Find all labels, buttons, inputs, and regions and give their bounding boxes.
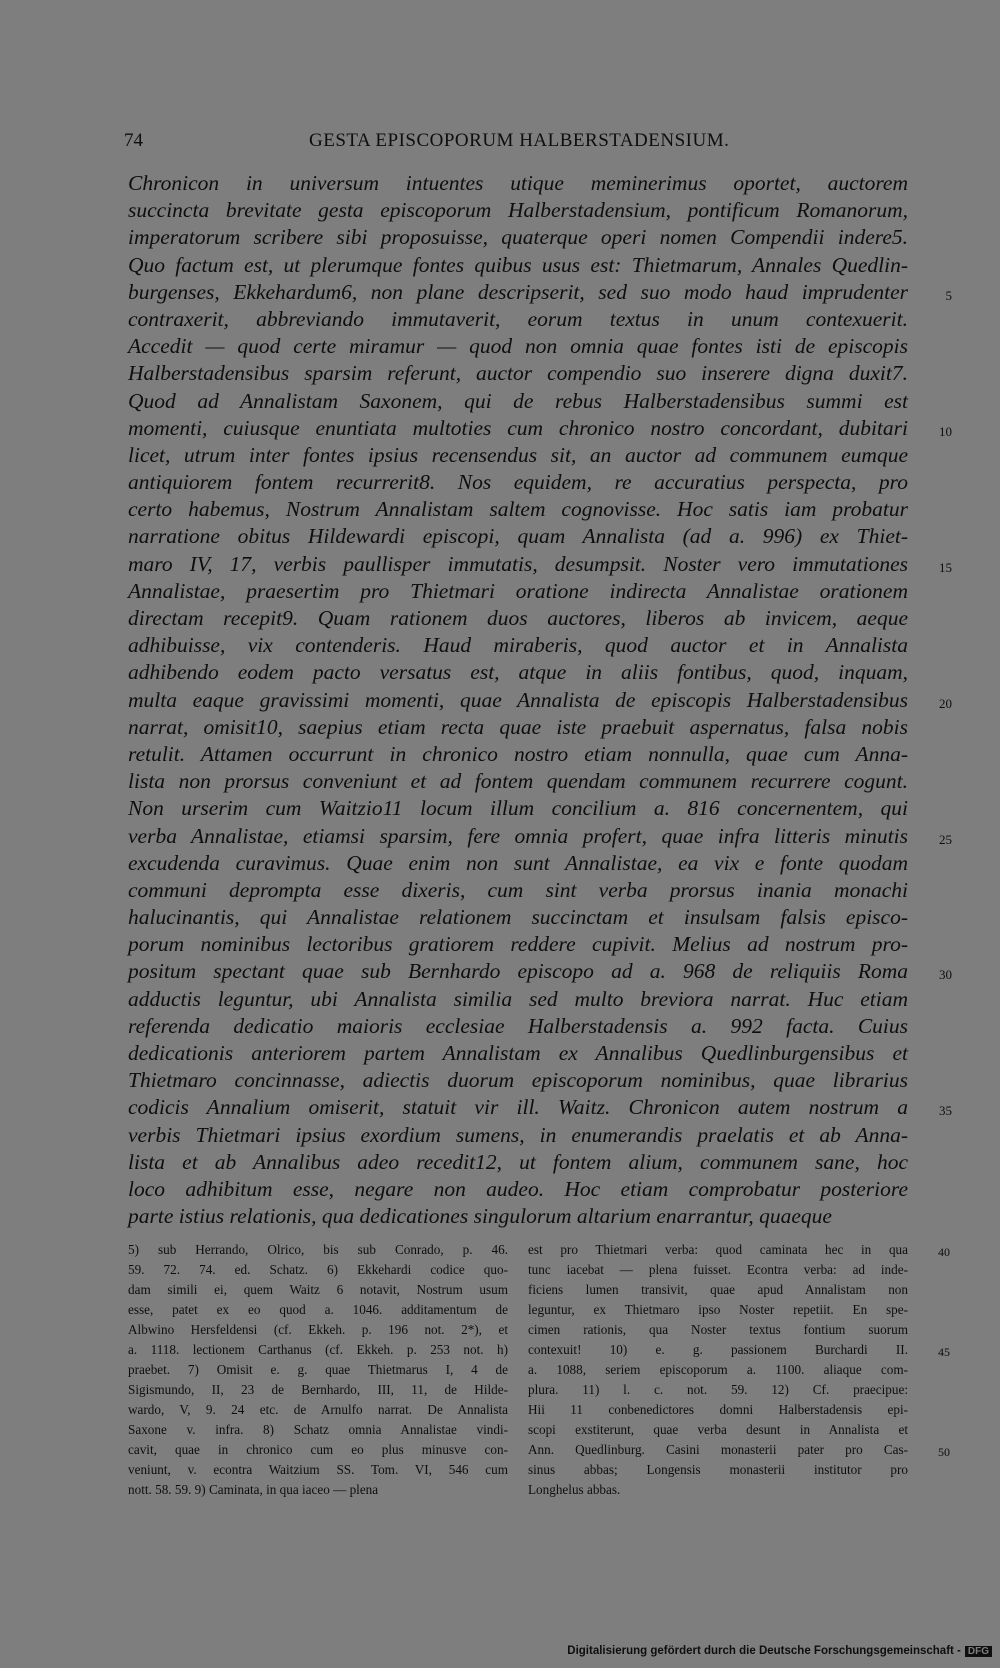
- main-line: [128, 578, 908, 605]
- digitization-credit: [567, 1645, 992, 1657]
- main-line: [128, 659, 908, 686]
- main-line-text: Chronicon in universum intuentes utique meminerimus oportet, auctorem: [128, 171, 908, 195]
- main-line: [128, 741, 908, 768]
- main-line-text: lista non prorsus conveniunt et ad fontem quendam communem recurrere cogunt.: [128, 769, 908, 794]
- main-line: [128, 1013, 908, 1040]
- footnote-right-line-text: Ann. Quedlinburg. Casini monasterii pater pro Cas-: [528, 1442, 908, 1457]
- footnote-right-line: [528, 1260, 908, 1280]
- page-number: 74: [124, 130, 143, 151]
- footnote-right-line: [528, 1440, 950, 1460]
- footnote-left-line: Saxone v. infra. 8) Schatz omnia Annalistae vindi-: [128, 1422, 508, 1437]
- main-line: [128, 714, 908, 741]
- running-title: GESTA EPISCOPORUM HALBERSTADENSIUM.: [309, 130, 730, 151]
- footnote-left-line: a. 1118. lectionem Carthanus (cf. Ekkeh. p. 253 not. h): [128, 1342, 508, 1357]
- footnote-right-line: [528, 1280, 908, 1300]
- main-line-text: loco adhibitum esse, negare non audeo. Hoc etiam comprobatur posteriore: [128, 1176, 908, 1201]
- main-line-text: parte istius relationis, qua dedicationes singulorum altarium enarrantur, quaeque: [128, 1204, 832, 1229]
- main-line: [128, 768, 908, 795]
- footnote-left-line: nott. 58. 59. 9) Caminata, in qua iaceo — plena: [128, 1482, 379, 1497]
- line-number: 25: [939, 831, 952, 847]
- main-line: [128, 1203, 908, 1230]
- footnote-right-line: [528, 1400, 908, 1420]
- footnote-right-line-text: leguntur, ex Thietmaro ipso Noster repetiit. En spe-: [528, 1302, 908, 1317]
- main-line-text: codicis Annalium omiserit, statuit vir ill. Waitz. Chronicon autem nostrum a: [128, 1095, 908, 1120]
- credit-text: Digitalisierung gefördert durch die Deutsche Forschungsgemeinschaft -: [567, 1645, 961, 1657]
- main-line-text: maro IV, 17, verbis paullisper immutatis, desumpsit. Noster vero immutationes: [128, 551, 908, 576]
- footnote-right-line: [528, 1420, 908, 1440]
- line-number: 15: [939, 559, 952, 575]
- main-line: [128, 1040, 908, 1067]
- main-line: [128, 170, 908, 197]
- main-line-text: Quod ad Annalistam Saxonem, qui de rebus Halberstadensibus summi est: [128, 388, 908, 413]
- main-line: [128, 496, 908, 523]
- main-line: [128, 986, 908, 1013]
- line-number: 45: [938, 1345, 950, 1359]
- line-number: 35: [939, 1103, 952, 1119]
- main-line-text: Thietmaro concinnasse, adiectis duorum episcoporum nominibus, quae librarius: [128, 1068, 908, 1093]
- main-line: [128, 931, 908, 958]
- main-line-text: Halberstadensibus sparsim referunt, auctor compendio suo inserere digna duxit7.: [128, 361, 908, 386]
- main-line: [128, 1094, 952, 1121]
- main-line-text: imperatorum scribere sibi proposuisse, quaterque operi nomen Compendii indere5.: [128, 225, 908, 250]
- main-line-text: adhibendo eodem pacto versatus est, atque in aliis fontibus, quod, inquam,: [128, 660, 908, 685]
- main-line: [128, 415, 952, 442]
- main-line: [128, 469, 908, 496]
- main-line: [128, 252, 908, 279]
- main-line-text: succincta brevitate gesta episcoporum Halberstadensium, pontificum Romanorum,: [128, 198, 908, 223]
- footnote-left-line: 59. 72. 74. ed. Schatz. 6) Ekkehardi codice quo-: [128, 1262, 508, 1277]
- footnote-left-line: wardo, V, 9. 24 etc. de Arnulfo narrat. De Annalista: [128, 1402, 508, 1417]
- main-line: [128, 523, 908, 550]
- footnote-right-line: [528, 1320, 908, 1340]
- main-line: [128, 795, 908, 822]
- page-header: [124, 130, 904, 160]
- line-number: 40: [938, 1245, 950, 1259]
- footnote-left-line: dam simili ei, quem Waitz 6 notavit, Nostrum usum: [128, 1282, 508, 1297]
- main-line: [128, 279, 952, 306]
- footnote-right-line-text: ficiens lumen transivit, quae apud Annalistam non: [528, 1282, 908, 1297]
- footnote-right-line: [528, 1380, 908, 1400]
- main-line-text: contraxerit, abbreviando immutaverit, eorum textus in unum contexuerit.: [128, 306, 908, 331]
- main-text: [128, 170, 952, 1230]
- main-line-text: Annalistae, praesertim pro Thietmari oratione indirecta Annalistae orationem: [128, 578, 908, 603]
- footnote-right-line: [528, 1300, 908, 1320]
- footnote-right-line-text: scopi exstiterunt, quae verba desunt in Annalista et: [528, 1422, 908, 1437]
- main-line: [128, 333, 908, 360]
- main-line-text: communi deprompta esse dixeris, cum sint verba prorsus inania monachi: [128, 877, 908, 902]
- main-line-text: certo habemus, Nostrum Annalistam saltem cognovisse. Hoc satis iam probatur: [128, 497, 908, 522]
- main-line-text: porum nominibus lectoribus gratiorem reddere cupivit. Melius ad nostrum pro-: [128, 932, 908, 957]
- main-line-text: momenti, cuiusque enuntiata multoties cum chronico nostro concordant, dubitari: [128, 415, 908, 440]
- footnote-right-line: [528, 1240, 950, 1260]
- footnote-left-line: praebet. 7) Omisit e. g. quae Thietmarus I, 4 de: [128, 1362, 508, 1377]
- main-line-text: narratione obitus Hildewardi episcopi, quam Annalista (ad a. 996) ex Thiet-: [128, 524, 908, 549]
- footnote-left-line: esse, patet ex eo quod a. 1046. additamentum de: [128, 1302, 508, 1317]
- main-line: [128, 877, 908, 904]
- main-line: [128, 1067, 908, 1094]
- footnote-right-line-text: plura. 11) l. c. not. 59. 12) Cf. praecipue:: [528, 1382, 908, 1397]
- main-line-text: licet, utrum inter fontes ipsius recensendus sit, an auctor ad communem eumque: [128, 442, 908, 467]
- main-line: [128, 306, 908, 333]
- main-line-text: verbis Thietmari ipsius exordium sumens, in enumerandis praelatis et ab Anna-: [128, 1122, 908, 1147]
- footnote-right-line-text: Hii 11 conbenedictores domni Halberstadensis epi-: [528, 1402, 908, 1417]
- main-line-text: verba Annalistae, etiamsi sparsim, fere omnia profert, quae infra litteris minutis: [128, 823, 908, 848]
- footnote-right-line-text: est pro Thietmari verba: quod caminata hec in qua: [528, 1242, 908, 1257]
- main-line-text: antiquiorem fontem recurrerit8. Nos equidem, re accuratius perspecta, pro: [128, 470, 908, 495]
- main-line-text: Non urserim cum Waitzio11 locum illum concilium a. 816 concernentem, qui: [128, 796, 908, 821]
- main-line-text: directam recepit9. Quam rationem duos auctores, liberos ab invicem, aeque: [128, 606, 908, 630]
- main-line: [128, 632, 908, 659]
- main-line-text: excudenda curavimus. Quae enim non sunt Annalistae, ea vix e fonte quodam: [128, 850, 908, 875]
- main-line-text: Quo factum est, ut plerumque fontes quibus usus est: Thietmarum, Annales Quedlin-: [128, 252, 908, 277]
- main-line: [128, 197, 908, 224]
- main-line: [128, 605, 908, 632]
- main-line: [128, 1122, 908, 1149]
- main-line: [128, 388, 908, 415]
- footnote-left-line: 5) sub Herrando, Olrico, bis sub Conrado, p. 46.: [128, 1242, 508, 1257]
- main-line: [128, 958, 952, 985]
- footnote-left-line: Albwino Hersfeldensi (cf. Ekkeh. p. 196 not. 2*), et: [128, 1322, 508, 1337]
- main-line-text: adhibuisse, vix contenderis. Haud miraberis, quod auctor et in Annalista: [128, 633, 908, 658]
- line-number: 50: [938, 1445, 950, 1459]
- main-line-text: narrat, omisit10, saepius etiam recta quae iste praebuit aspernatus, falsa nobis: [128, 714, 908, 739]
- footnote-right-line: [528, 1360, 908, 1380]
- footnote-right-line: [528, 1340, 950, 1360]
- main-line: [128, 224, 908, 251]
- footnote-right-line-text: a. 1088, seriem episcoporum a. 1100. aliaque com-: [528, 1362, 908, 1377]
- footnote-right-line: [528, 1480, 908, 1500]
- main-line-text: referenda dedicatio maioris ecclesiae Halberstadensis a. 992 facta. Cuius: [128, 1013, 908, 1038]
- main-line: [128, 850, 908, 877]
- main-line-text: halucinantis, qui Annalistae relationem succinctam et insulsam falsis episco-: [128, 905, 908, 930]
- footnote-right-line-text: sinus abbas; Longensis monasterii institutor pro: [528, 1462, 908, 1477]
- main-line: [128, 823, 952, 850]
- footnote-right-line: [528, 1460, 908, 1480]
- line-number: 30: [939, 967, 952, 983]
- footnotes-right-column: [528, 1240, 950, 1500]
- main-line: [128, 904, 908, 931]
- line-number: 10: [939, 423, 952, 439]
- main-line: [128, 551, 952, 578]
- main-line-text: retulit. Attamen occurrunt in chronico nostro etiam nonnulla, quae cum Anna-: [128, 741, 908, 766]
- main-line-text: dedicationis anteriorem partem Annalistam ex Annalibus Quedlinburgensibus et: [128, 1041, 908, 1065]
- footnote-right-line-text: cimen rationis, qua Noster textus fontium suorum: [528, 1322, 908, 1337]
- footnote-left-line: veniunt, v. econtra Waitzium SS. Tom. VI, 546 cum: [128, 1462, 508, 1477]
- footnote-left-line: cavit, quae in chronico cum eo plus minusve con-: [128, 1442, 508, 1457]
- main-line: [128, 360, 908, 387]
- main-line-text: lista et ab Annalibus adeo recedit12, ut fontem alium, communem sane, hoc: [128, 1149, 908, 1174]
- main-line-text: positum spectant quae sub Bernhardo episcopo ad a. 968 de reliquiis Roma: [128, 959, 908, 984]
- footnote-right-line-text: Longhelus abbas.: [528, 1482, 621, 1497]
- footnote-right-line-text: tunc iacebat — plena fuisset. Econtra verba: ad inde-: [528, 1262, 908, 1277]
- main-line: [128, 442, 908, 469]
- main-line-text: adductis leguntur, ubi Annalista similia sed multo breviora narrat. Huc etiam: [128, 986, 908, 1011]
- dfg-logo: DFG: [965, 1646, 992, 1657]
- main-line-text: burgenses, Ekkehardum6, non plane descripserit, sed suo modo haud imprudenter: [128, 279, 908, 304]
- footnotes-left-column: [128, 1240, 508, 1500]
- main-line: [128, 1176, 908, 1203]
- line-number: 20: [939, 695, 952, 711]
- main-line: [128, 687, 952, 714]
- footnote-right-line-text: contexuit! 10) e. g. passionem Burchardi II.: [528, 1342, 908, 1357]
- main-line-text: Accedit — quod certe miramur — quod non omnia quae fontes isti de episcopis: [128, 334, 908, 359]
- line-number: 5: [945, 287, 952, 303]
- main-line-text: multa eaque gravissimi momenti, quae Annalista de episcopis Halberstadensibus: [128, 687, 908, 712]
- footnote-left-line: Sigismundo, II, 23 de Bernhardo, III, 11, de Hilde-: [128, 1382, 508, 1397]
- main-line: [128, 1149, 908, 1176]
